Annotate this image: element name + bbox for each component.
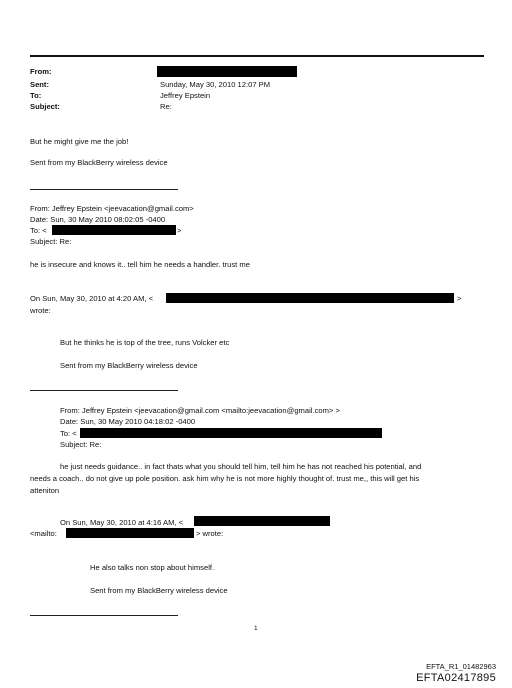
sent-label: Sent: (30, 80, 49, 89)
redacted-from (157, 66, 297, 77)
message-body: But he might give me the job! (30, 137, 129, 146)
redacted-quote4-sender (194, 516, 330, 526)
quote2-signature: Sent from my BlackBerry wireless device (60, 361, 198, 370)
quote4-body: He also talks non stop about himself. (90, 563, 215, 572)
sent-value: Sunday, May 30, 2010 12:07 PM (160, 80, 271, 89)
quote1-to-prefix: To: < (30, 226, 47, 235)
quote2-on-line: On Sun, May 30, 2010 at 4:20 AM, < (30, 294, 154, 303)
separator-rule (30, 189, 178, 190)
from-label: From: (30, 67, 52, 76)
quote4-mailto: <mailto: (30, 529, 57, 538)
quote4-signature: Sent from my BlackBerry wireless device (90, 586, 228, 595)
redacted-quote2-sender (166, 293, 454, 303)
quote1-date: Date: Sun, 30 May 2010 08:02:05 -0400 (30, 215, 166, 224)
subject-value: Re: (160, 102, 172, 111)
quote4-wrote: > wrote: (196, 529, 224, 538)
redacted-quote3-to (80, 428, 382, 438)
doc-id: EFTA_R1_01482963 (426, 662, 496, 671)
quote3-body-line1: he just needs guidance.. in fact thats what you should tell him, tell him he has not reached his potential, and (60, 462, 422, 471)
quote1-body: he is insecure and knows it.. tell him he needs a handler. trust me (30, 260, 250, 269)
page-number: 1 (254, 625, 258, 632)
redacted-quote4-mailto (66, 528, 194, 538)
message-signature: Sent from my BlackBerry wireless device (30, 158, 168, 167)
subject-label: Subject: (30, 102, 60, 111)
quote1-to-suffix: > (177, 226, 182, 235)
to-value: Jeffrey Epstein (160, 91, 211, 100)
quote2-body: But he thinks he is top of the tree, runs Volcker etc (60, 338, 230, 347)
redacted-quote1-to (52, 225, 176, 235)
to-label: To: (30, 91, 42, 100)
quote3-body-line2: needs a coach.. do not give up pole position. ask him why he is not more highly thought of. trust me,, this will get his (30, 474, 420, 483)
quote2-wrote: wrote: (30, 306, 51, 315)
bates-number: EFTA02417895 (416, 672, 496, 684)
quote2-on-line-suffix: > (457, 294, 462, 303)
quote3-body-line3: atteniton (30, 486, 60, 495)
separator-rule (30, 390, 178, 391)
separator-rule (30, 615, 178, 616)
quote3-date: Date: Sun, 30 May 2010 04:18:02 -0400 (60, 417, 196, 426)
quote4-on-line: On Sun, May 30, 2010 at 4:16 AM, < (60, 518, 184, 527)
header-rule (30, 55, 484, 57)
quote3-subject: Subject: Re: (60, 440, 102, 449)
quote3-to-prefix: To: < (60, 429, 77, 438)
quote1-from: From: Jeffrey Epstein <jeevacation@gmail.com> (30, 204, 194, 213)
quote3-from: From: Jeffrey Epstein <jeevacation@gmail.com <mailto:jeevacation@gmail.com> > (60, 406, 340, 415)
quote1-subject: Subject: Re: (30, 237, 72, 246)
